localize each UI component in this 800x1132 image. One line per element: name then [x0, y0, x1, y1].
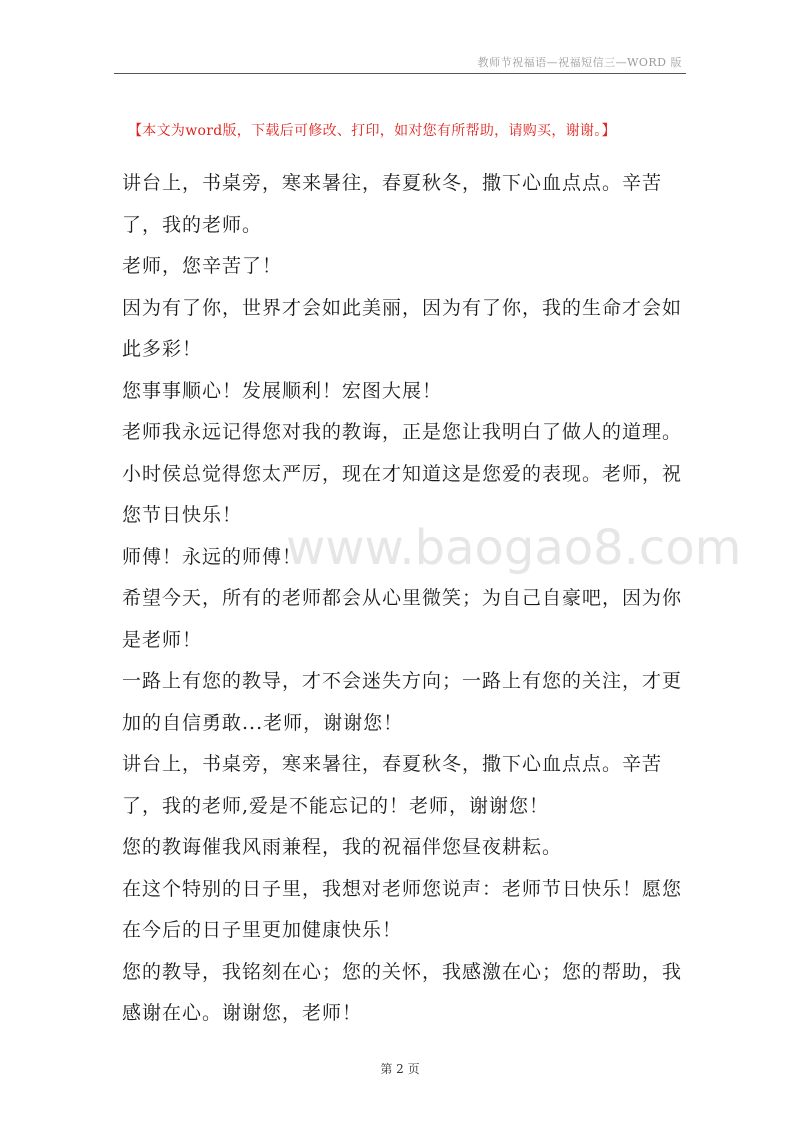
- watermark: www.baogao8.com: [286, 520, 742, 576]
- header-divider: [114, 73, 686, 74]
- paragraph: 讲台上，书桌旁，寒来暑往，春夏秋冬，撒下心血点点。辛苦了，我的老师,爱是不能忘记的！老师，谢谢您！: [122, 753, 663, 817]
- paragraph: 小时侯总觉得您太严厉，现在才知道这是您爱的表现。老师，祝您节日快乐！: [122, 462, 683, 526]
- paragraph: 讲台上，书桌旁，寒来暑往，春夏秋冬，撒下心血点点。辛苦了，我的老师。: [122, 172, 663, 236]
- running-header: 教师节祝福语—祝福短信三—WORD 版: [477, 56, 682, 69]
- paragraph: 一路上有您的教导，才不会迷失方向；一路上有您的关注，才更加的自信勇敢...老师，谢谢您！: [122, 670, 683, 734]
- page-number: 第 2 页: [380, 1062, 420, 1076]
- paragraph: 老师我永远记得您对我的教诲，正是您让我明白了做人的道理。: [122, 421, 683, 443]
- paragraph: 因为有了你，世界才会如此美丽，因为有了你，我的生命才会如此多彩！: [122, 296, 683, 360]
- paragraph: 您的教导，我铭刻在心；您的关怀，我感激在心；您的帮助，我感谢在心。谢谢您，老师！: [122, 960, 683, 1024]
- paragraph: 您的教诲催我风雨兼程，我的祝福伴您昼夜耕耘。: [122, 836, 563, 858]
- paragraph: 希望今天，所有的老师都会从心里微笑；为自己自豪吧，因为你是老师！: [122, 587, 683, 651]
- paragraph: 老师，您辛苦了！: [122, 255, 283, 277]
- document-body: [122, 163, 688, 1035]
- paragraph: 在这个特别的日子里，我想对老师您说声：老师节日快乐！愿您在今后的日子里更加健康快乐！: [122, 877, 683, 941]
- paragraph: 您事事顺心！发展顺利！宏图大展！: [122, 379, 443, 402]
- purchase-notice: 【本文为word版，下载后可修改、打印，如对您有所帮助，请购买，谢谢。】: [128, 123, 616, 139]
- paragraph: 师傅！永远的师傅！: [122, 545, 303, 568]
